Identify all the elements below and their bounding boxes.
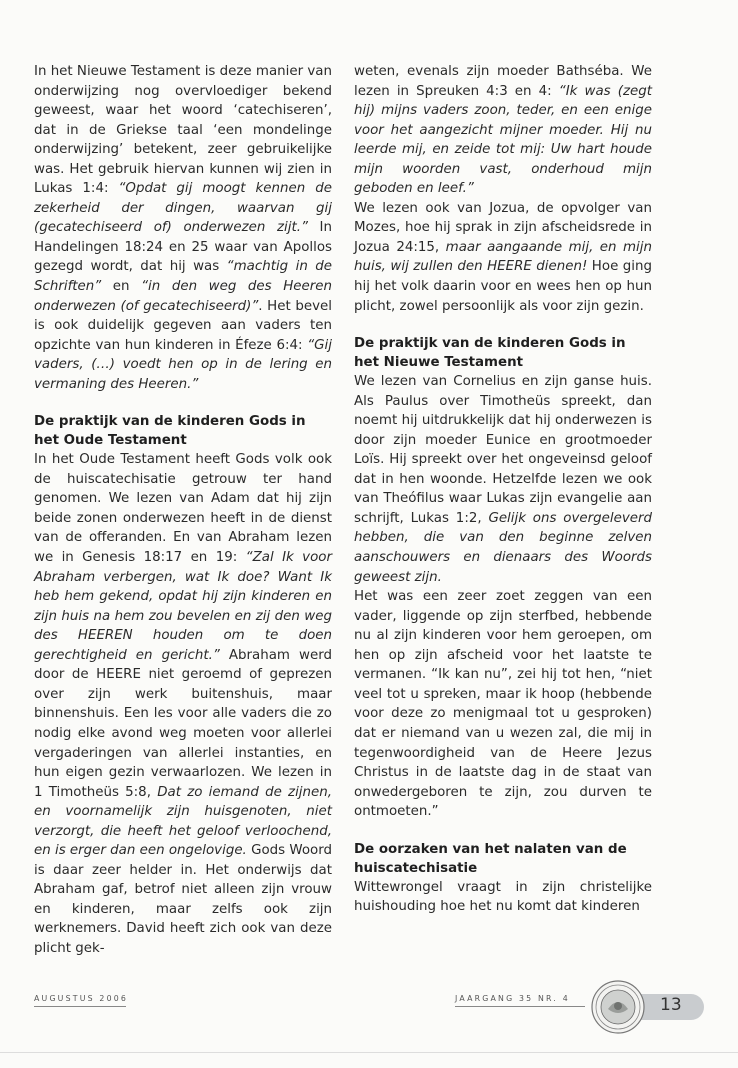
left-column (34, 62, 332, 959)
paragraph: Wittewrongel vraagt in zijn christelijke huishouding hoe het nu komt dat kinderen (354, 879, 652, 915)
footer-date: AUGUSTUS 2006 (34, 994, 129, 1003)
paragraph: weten, evenals zijn moeder Bathséba. We lezen in Spreuken 4:3 en 4: “Ik was (zegt hij) mijns vaders zoon, teder, en een enige voor het aangezicht mijner moeder. Hij nu leerde mij, en zeide tot mij: Uw hart houde mijn woorden vast, onderhoud mijn geboden en leef.” (354, 64, 652, 197)
section-heading: De oorzaken van het nalaten van de huiscatechisatie (354, 841, 627, 876)
section-heading: De praktijk van de kinderen Gods in het Nieuwe Testament (354, 336, 626, 371)
seal-icon (590, 979, 646, 1035)
footer-issue: JAARGANG 35 NR. 4 (455, 994, 570, 1003)
page-number: 13 (660, 995, 682, 1015)
right-column (354, 62, 652, 917)
paragraph: In het Nieuwe Testament is deze manier van onderwijzing nog overvloediger bekend geweest, waar het woord ‘catechiseren’, dat in de Griekse taal ‘een mondelinge onderwijzing’ betekent, zeer gebruikelijke was. Het gebruik hiervan kunnen wij zien in Lukas 1:4: “Opdat gij moogt kennen de zekerheid der dingen, waarvan gij (gecatechiseerd of) onderwezen zijt.” In Handelingen 18:24 en 25 waar van Apollos gezegd wordt, dat hij was “machtig in de Schriften” en “in den weg des Heeren onderwezen (of gecatechiseerd)”. Het bevel is ook duidelijk gegeven aan vaders ten opzichte van hun kinderen in Éfeze 6:4: “Gij vaders, (…) voedt hen op in de lering en vermaning des Heeren.” (34, 64, 333, 392)
bottom-divider (0, 1052, 738, 1053)
paragraph: We lezen van Cornelius en zijn ganse huis. Als Paulus over Timotheüs spreekt, dan noemt hij uitdrukkelijk dat hij onderwezen is door zijn moeder Eunice en grootmoeder Loïs. Hij spreekt over het ongeveinsd geloof dat in hen woonde. Hetzelfde lezen we ook van Theófilus waar Lukas zijn evangelie aan schrijft, Lukas 1:2, Gelijk ons overgeleverd hebben, die van den beginne zelven aanschouwers en dienaars des Woords geweest zijn. (354, 374, 652, 585)
paragraph: We lezen ook van Jozua, de opvolger van Mozes, hoe hij sprak in zijn afscheidsrede in Jozua 24:15, maar aangaande mij, en mijn huis, wij zullen den HEERE dienen! Hoe ging hij het volk daarin voor en wees hen op hun plicht, zowel persoonlijk als voor zijn gezin. (354, 200, 652, 314)
paragraph: In het Oude Testament heeft Gods volk ook de huiscatechisatie getrouw ter hand genomen. We lezen van Adam dat hij zijn beide zonen onderwezen heeft in de dienst van de offeranden. En van Abraham lezen we in Genesis 18:17 en 19: “Zal Ik voor Abraham verbergen, wat Ik doe? Want Ik heb hem gekend, opdat hij zijn kinderen en zijn huis na hem zou bevelen en zij den weg des HEEREN houden om te doen gerechtigheid en gericht.” Abraham werd door de HEERE niet geroemd of geprezen over zijn werk buitenshuis, maar binnenshuis. Een les voor alle vaders die zo nodig elke avond weg moeten voor allerlei vergaderingen van allerlei instanties, en hun eigen gezin verwaarlozen. We lezen in 1 Timotheüs 5:8, Dat zo iemand de zijnen, en voornamelijk zijn huisgenoten, niet verzorgt, die heeft het geloof verloochend, en is erger dan een ongelovige. Gods Woord is daar zeer helder in. Het onderwijs dat Abraham gaf, betrof niet alleen zijn vrouw en kinderen, maar zelfs ook zijn werknemers. David heeft zich ook van deze plicht gek- (34, 452, 332, 956)
paragraph: Het was een zeer zoet zeggen van een vader, liggende op zijn sterfbed, hebbende nu al zijn kinderen voor hem geroepen, om hen op zijn afscheid voor het laatste te vermanen. “Ik kan nu”, zei hij tot hen, “niet veel tot u spreken, maar ik hoop (hebbende voor deze zo menigmaal tot u gesproken) dat er niemand van u wezen zal, die mij in tegenwoordigheid van de Heere Jezus Christus in de laatste dag in de staat van onwedergeboren te zijn, zou durven te ontmoeten.” (354, 589, 652, 820)
footer-rule-right (455, 1006, 585, 1007)
section-heading: De praktijk van de kinderen Gods in het Oude Testament (34, 414, 306, 449)
footer-rule-left (34, 1006, 126, 1007)
